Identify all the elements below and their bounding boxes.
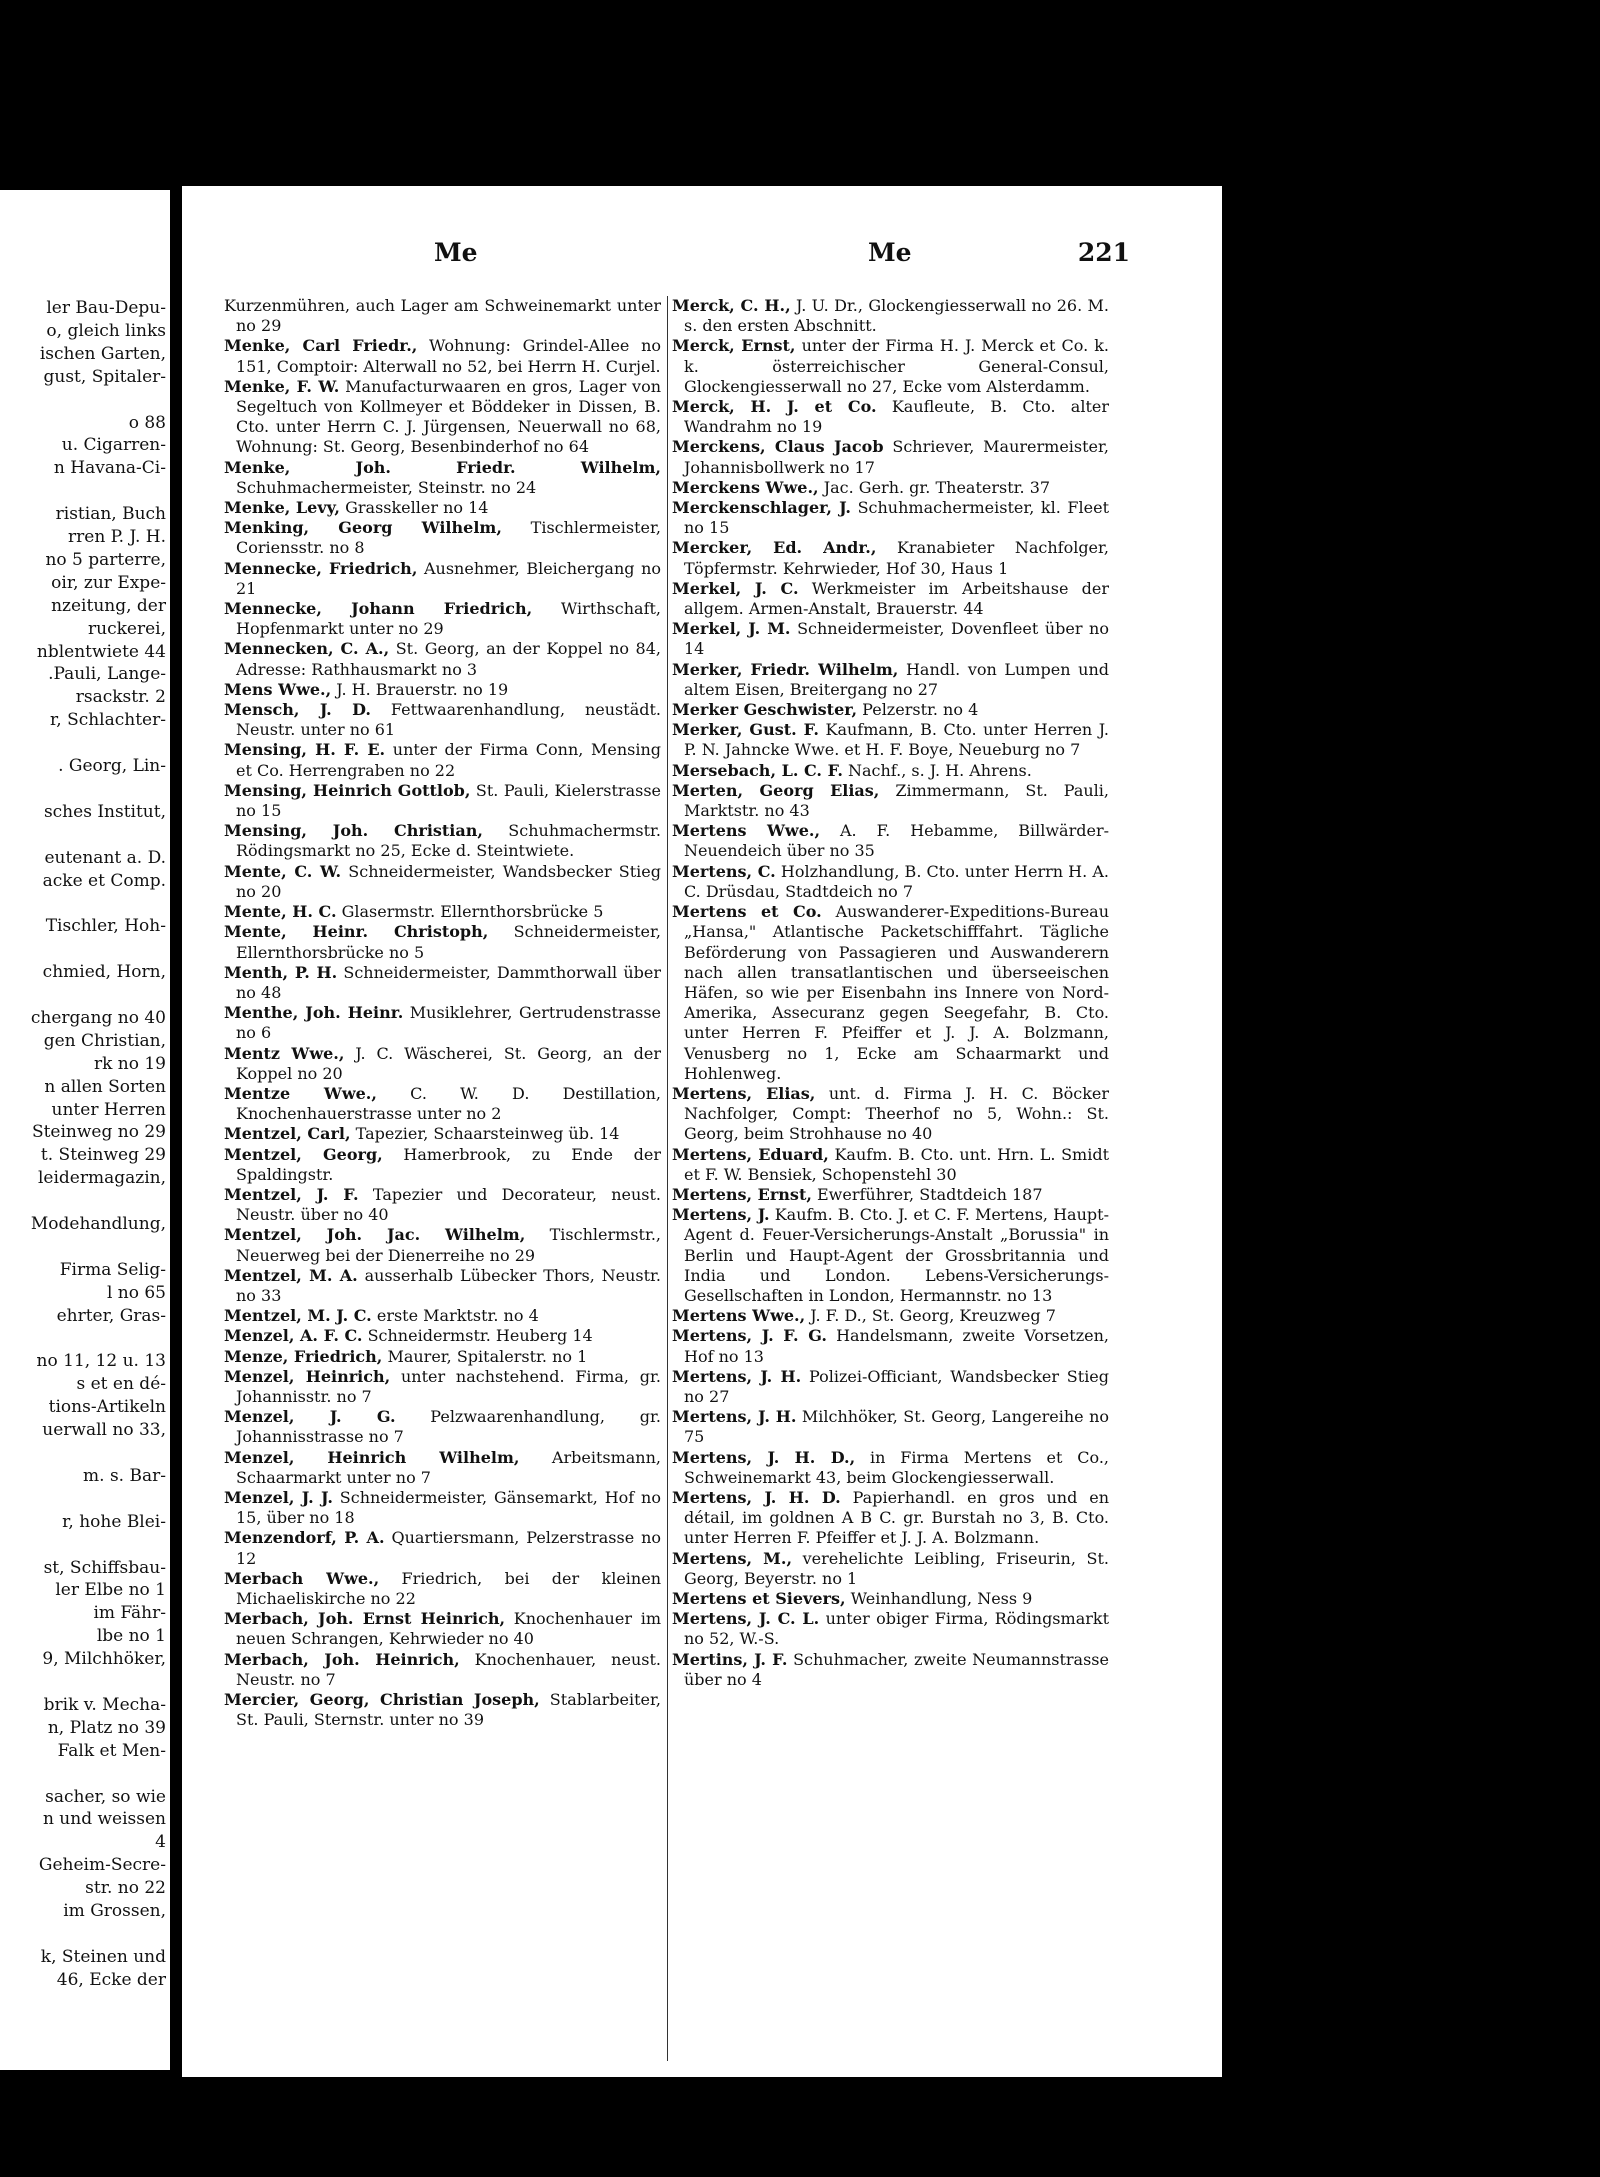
directory-entry — [224, 1448, 661, 1488]
entry-name: Merten, Georg Elias, — [672, 780, 880, 800]
entry-name: Mertens, J. F. G. — [672, 1326, 827, 1346]
entry-name: Mertens et Sievers, — [672, 1589, 846, 1608]
entry-text: Tischlermeister, Coriensstr. no 8 — [236, 518, 661, 558]
entry-text: Ewerführer, Stadtdeich 187 — [817, 1184, 1043, 1204]
entry-name: Mercker, Ed. Andr., — [672, 538, 877, 558]
left-page-fragment: r, hohe Blei- — [62, 1511, 166, 1532]
directory-entry — [224, 862, 661, 902]
entry-text: Knochenhauer im neuen Schrangen, Kehrwieder no 40 — [236, 1609, 661, 1649]
left-page-fragment: u. Cigarren- — [61, 435, 166, 456]
entry-name: Menzel, A. F. C. — [224, 1326, 363, 1346]
directory-entry — [672, 781, 1109, 821]
directory-entry — [672, 1084, 1109, 1145]
entry-name: Mentzel, M. J. C. — [224, 1306, 372, 1326]
left-page-fragment: Modehandlung, — [30, 1214, 166, 1234]
directory-entry — [224, 518, 661, 558]
entry-name: Mertens, J. H. D. — [672, 1487, 841, 1507]
directory-entry — [672, 498, 1109, 538]
directory-entry — [672, 1326, 1109, 1366]
directory-entry — [224, 559, 661, 599]
left-page-fragment: chergang no 40 — [30, 1007, 166, 1028]
entry-name: Mentzel, J. F. — [224, 1184, 359, 1204]
left-page-fragment: chmied, Horn, — [42, 962, 166, 983]
entry-name: Mersebach, L. C. F. — [672, 760, 843, 780]
entry-name: Menke, Joh. Friedr. Wilhelm, — [224, 457, 661, 477]
entry-name: Mentzel, Georg, — [224, 1144, 383, 1164]
entry-name: Menke, Levy, — [224, 498, 340, 518]
left-page-edge — [0, 190, 170, 2070]
entry-name: Menthe, Joh. Heinr. — [224, 1003, 404, 1023]
entry-text: St. Georg, an der Koppel no 84, Adresse: Rathhausmarkt no 3 — [236, 639, 661, 679]
directory-entry — [224, 902, 661, 922]
left-page-fragment: nzeitung, der — [51, 595, 166, 616]
directory-entry — [224, 821, 661, 861]
directory-entry — [672, 478, 1109, 498]
entry-text: Schuhmachermeister, kl. Fleet no 15 — [684, 498, 1109, 538]
directory-entry — [672, 619, 1109, 659]
entry-name: Merbach, Joh. Heinrich, — [224, 1649, 460, 1669]
directory-entry — [672, 1145, 1109, 1185]
entry-text: Friedrich, bei der kleinen Michaeliskirche no 22 — [236, 1568, 661, 1608]
directory-entry — [672, 1549, 1109, 1589]
entry-name: Merker, Friedr. Wilhelm, — [672, 659, 899, 679]
directory-entry — [224, 1488, 661, 1528]
left-page-fragment: s et en dé- — [76, 1374, 166, 1395]
left-page-fragment: . Georg, Lin- — [58, 756, 166, 776]
directory-entry — [224, 1266, 661, 1306]
directory-entry — [224, 1003, 661, 1043]
entry-text: Stablarbeiter, St. Pauli, Sternstr. unter no 39 — [236, 1690, 661, 1730]
directory-entry — [224, 781, 661, 821]
left-page-fragment: st, Schiffsbau- — [43, 1557, 166, 1578]
entry-name: Mentz Wwe., — [224, 1043, 345, 1063]
entry-text: Schneidermeister, Wandsbecker Stieg no 20 — [236, 861, 661, 901]
entry-name: Merker, Gust. F. — [672, 720, 819, 740]
entry-name: Mertens et Co. — [672, 902, 822, 922]
directory-entry — [672, 1589, 1109, 1609]
entry-name: Menke, Carl Friedr., — [224, 336, 418, 356]
left-page-fragment: gen Christian, — [43, 1030, 166, 1051]
entry-name: Mertins, J. F. — [672, 1649, 788, 1669]
directory-entry — [224, 1326, 661, 1346]
directory-entry — [224, 599, 661, 639]
entry-name: Mensing, Joh. Christian, — [224, 821, 483, 841]
directory-entry — [672, 1448, 1109, 1488]
directory-entry — [672, 1488, 1109, 1549]
entry-text: Polizei-Officiant, Wandsbecker Stieg no 27 — [684, 1366, 1109, 1406]
entry-name: Menzel, J. G. — [224, 1407, 396, 1427]
left-page-fragment: ruckerei, — [88, 618, 166, 639]
entry-name: Mens Wwe., — [224, 679, 332, 699]
entry-text: Schneidermeister, Dammthorwall über no 48 — [236, 962, 661, 1002]
entry-name: Merckens Wwe., — [672, 477, 819, 497]
directory-entry — [224, 1407, 661, 1447]
entry-text: Milchhöker, St. Georg, Langereihe no 75 — [684, 1407, 1109, 1447]
entry-name: Mertens, J. C. L. — [672, 1609, 820, 1629]
left-page-fragment: im Fähr- — [93, 1603, 166, 1624]
entry-text: Knochenhauer, neust. Neustr. no 7 — [236, 1649, 661, 1689]
entry-text: C. W. D. Destillation, Knochenhauerstrasse unter no 2 — [236, 1083, 661, 1124]
entry-name: Mertens, C. — [672, 861, 776, 881]
directory-entry — [672, 336, 1109, 397]
left-page-fragment: eutenant a. D. — [44, 847, 166, 868]
running-head-center: Me — [868, 238, 912, 267]
left-page-fragment: nblentwiete 44 — [36, 641, 166, 662]
entry-text: Nachf., s. J. H. Ahrens. — [847, 760, 1032, 780]
entry-name: Mennecke, Johann Friedrich, — [224, 599, 533, 619]
entry-name: Mente, H. C. — [224, 902, 337, 922]
entry-text: St. Pauli, Kielerstrasse no 15 — [236, 780, 661, 821]
entry-name: Merkel, J. M. — [672, 619, 791, 639]
directory-entry — [224, 1347, 661, 1367]
entry-text: Auswanderer-Expeditions-Bureau „Hansa," Atlantische Packetschifffahrt. Tägliche Beförderung von Passagieren und Auswanderern nach allen transatlantischen und überseeischen Häfen, so wie per Eisenbahn ins Innere von Nord-Amerika, Assecuranz gegen Seegefahr, B. Cto. unter Herren F. Pfeiffer et J. J. A. Bolzmann, Venusberg no 1, Ecke am Schaarmarkt und Hohlenweg. — [684, 902, 1109, 1083]
entry-name: Merbach, Joh. Ernst Heinrich, — [224, 1609, 506, 1629]
entry-name: Mente, Heinr. Christoph, — [224, 922, 489, 942]
entry-name: Menzel, J. J. — [224, 1487, 333, 1507]
left-page-fragment: n, Platz no 39 — [47, 1717, 166, 1738]
directory-entry — [672, 1185, 1109, 1205]
left-page-fragment: rren P. J. H. — [68, 527, 166, 547]
directory-entry — [672, 902, 1109, 1084]
left-page-fragment: ristian, Buch — [55, 504, 166, 525]
entry-text: Schneidermeister, Gänsemarkt, Hof no 15, über no 18 — [236, 1487, 661, 1528]
left-page-fragment: no 5 parterre, — [45, 549, 166, 570]
entry-text: Tischlermstr., Neuerweg bei der Dienerreihe no 29 — [236, 1225, 661, 1265]
entry-text: unter der Firma Conn, Mensing et Co. Herrengraben no 22 — [236, 740, 661, 780]
left-page-fragment: ischen Garten, — [39, 343, 166, 364]
entry-text: Manufacturwaaren en gros, Lager von Segeltuch von Kollmeyer et Böddeker in Dissen, B. Cto. unter Herrn C. J. Jürgensen, Neuerwall no 68, Wohnung: St. Georg, Besenbinderhof no 64 — [236, 376, 661, 457]
entry-name: Mertens, Ernst, — [672, 1184, 812, 1204]
entry-text: Schneidermeister, Ellernthorsbrücke no 5 — [236, 922, 661, 962]
directory-entry — [672, 720, 1109, 760]
entry-text: Pelzwaarenhandlung, gr. Johannisstrasse no 7 — [236, 1407, 661, 1447]
left-page-fragment: oir, zur Expe- — [51, 572, 166, 593]
left-page-fragment: leidermagazin, — [37, 1168, 166, 1189]
entry-text: Kaufm. B. Cto. unt. Hrn. L. Smidt et F. W. Bensiek, Schopenstehl 30 — [684, 1144, 1109, 1184]
entry-name: Mennecken, C. A., — [224, 639, 390, 659]
entry-text: Fettwaarenhandlung, neustädt. Neustr. unter no 61 — [236, 700, 661, 740]
left-page-fragment: im Grossen, — [63, 1901, 166, 1921]
directory-entry — [224, 1124, 661, 1144]
entry-name: Merckens, Claus Jacob — [672, 437, 884, 457]
right-column — [672, 296, 1109, 1690]
entry-text: Holzhandlung, B. Cto. unter Herrn H. A. C. Drüsdau, Stadtdeich no 7 — [684, 861, 1109, 901]
directory-entry — [224, 458, 661, 498]
directory-entry — [224, 1690, 661, 1730]
entry-text: Kaufleute, B. Cto. alter Wandrahm no 19 — [684, 397, 1109, 437]
entry-text: Glasermstr. Ellernthorsbrücke 5 — [341, 902, 604, 922]
running-head-left: Me — [434, 238, 478, 267]
entry-name: Mentzel, Carl, — [224, 1124, 351, 1144]
directory-entry — [224, 963, 661, 1003]
entry-name: Merck, Ernst, — [672, 336, 796, 356]
directory-entry — [224, 1044, 661, 1084]
entry-name: Mente, C. W. — [224, 861, 342, 881]
entry-text: Tapezier, Schaarsteinweg üb. 14 — [355, 1124, 620, 1144]
directory-entry — [672, 862, 1109, 902]
left-page-fragment: n Havana-Ci- — [53, 458, 166, 479]
entry-text: unter nachstehend. Firma, gr. Johannisstr. no 7 — [236, 1366, 661, 1406]
entry-text: Kaufmann, B. Cto. unter Herren J. P. N. Jahncke Wwe. et H. F. Boye, Neueburg no 7 — [684, 720, 1109, 760]
left-page-fragment: sches Institut, — [43, 801, 166, 822]
left-page-fragment: sacher, so wie — [45, 1786, 166, 1807]
entry-name: Mennecke, Friedrich, — [224, 558, 418, 578]
entry-text: Ausnehmer, Bleichergang no 21 — [236, 558, 661, 598]
directory-entry — [672, 1650, 1109, 1690]
left-page-fragment: str. no 22 — [85, 1878, 166, 1899]
entry-text: Quartiersmann, Pelzerstrasse no 12 — [236, 1528, 661, 1568]
directory-entry — [224, 1145, 661, 1185]
entry-name: Merker Geschwister, — [672, 700, 858, 720]
directory-entry — [224, 1367, 661, 1407]
entry-name: Mertens, J. H. — [672, 1407, 797, 1427]
entry-name: Mertens Wwe., — [672, 1306, 806, 1326]
entry-text: Arbeitsmann, Schaarmarkt unter no 7 — [236, 1447, 661, 1487]
entry-name: Menzendorf, P. A. — [224, 1528, 385, 1548]
left-page-fragment: 4 — [155, 1832, 166, 1853]
left-page-fragment: no 11, 12 u. 13 — [36, 1351, 166, 1372]
directory-entry — [224, 1185, 661, 1225]
entry-text: J. F. D., St. Georg, Kreuzweg 7 — [810, 1306, 1056, 1326]
left-page-fragment: ler Elbe no 1 — [55, 1580, 166, 1601]
directory-entry — [672, 397, 1109, 437]
entry-name: Mentze Wwe., — [224, 1083, 377, 1103]
entry-name: Menzel, Heinrich, — [224, 1366, 391, 1386]
directory-entry — [224, 1609, 661, 1649]
left-page-fragment: t. Steinweg 29 — [40, 1145, 166, 1166]
entry-text: Schuhmachermeister, Steinstr. no 24 — [236, 477, 537, 497]
entry-text: Pelzerstr. no 4 — [862, 700, 979, 720]
left-page-fragment: gust, Spitaler- — [43, 366, 166, 387]
entry-text: Hamerbrook, zu Ende der Spaldingstr. — [236, 1144, 661, 1184]
entry-name: Menth, P. H. — [224, 962, 338, 982]
entry-name: Mertens, J. H. D., — [672, 1447, 856, 1467]
left-page-fragment: acke et Comp. — [42, 870, 166, 891]
left-page-fragment: Geheim-Secre- — [38, 1855, 166, 1876]
directory-entry — [224, 336, 661, 376]
entry-text: Maurer, Spitalerstr. no 1 — [387, 1346, 588, 1366]
left-page-fragment: n allen Sorten — [44, 1076, 166, 1097]
entry-text: J. C. Wäscherei, St. Georg, an der Koppel no 20 — [236, 1043, 661, 1083]
entry-name: Mertens Wwe., — [672, 821, 821, 841]
entry-name: Menke, F. W. — [224, 376, 340, 396]
directory-entry — [672, 660, 1109, 700]
left-page-fragment: k, Steinen und — [40, 1946, 166, 1967]
entry-text: Zimmermann, St. Pauli, Marktstr. no 43 — [684, 780, 1109, 821]
entry-text: unter obiger Firma, Rödingsmarkt no 52, W.-S. — [684, 1609, 1109, 1649]
directory-entry — [672, 1407, 1109, 1447]
entry-name: Merck, C. H., — [672, 296, 791, 315]
entry-text: A. F. Hebamme, Billwärder-Neuendeich über no 35 — [684, 821, 1109, 861]
left-page-fragment: Firma Selig- — [59, 1259, 166, 1280]
entry-name: Merck, H. J. et Co. — [672, 397, 877, 417]
entry-name: Menking, Georg Wilhelm, — [224, 518, 502, 538]
entry-text: Papierhandl. en gros und en détail, im goldnen A B C. gr. Burstah no 3, B. Cto. unter Herren F. Pfeiffer et J. J. A. Bolzmann. — [684, 1487, 1109, 1548]
entry-name: Mensch, J. D. — [224, 700, 371, 720]
entry-text: verehelichte Leibling, Friseurin, St. Georg, Beyerstr. no 1 — [684, 1548, 1109, 1588]
entry-text: Tapezier und Decorateur, neust. Neustr. über no 40 — [236, 1184, 661, 1225]
directory-entry — [672, 761, 1109, 781]
entry-name: Mertens, M., — [672, 1548, 793, 1568]
left-page-fragment: ehrter, Gras- — [56, 1305, 166, 1326]
entry-name: Merkel, J. C. — [672, 578, 799, 598]
directory-entry — [224, 700, 661, 740]
entry-text: Kaufm. B. Cto. J. et C. F. Mertens, Haupt-Agent d. Feuer-Versicherungs-Anstalt „Borussia" in Berlin und Haupt-Agent der Grossbritannia und India und London. Lebens-Versicherungs-Gesellschaften in London, Hermannstr. no 13 — [684, 1205, 1109, 1305]
directory-entry — [672, 579, 1109, 619]
entry-text: Kranabieter Nachfolger, Töpfermstr. Kehrwieder, Hof 30, Haus 1 — [684, 538, 1109, 578]
entry-name: Mertens, J. — [672, 1205, 770, 1225]
entry-name: Mertens, Elias, — [672, 1083, 816, 1103]
entry-text: Schuhmachermstr. Rödingsmarkt no 25, Ecke d. Steintwiete. — [236, 821, 661, 861]
entry-text: Schuhmacher, zweite Neumannstrasse über no 4 — [684, 1649, 1109, 1689]
left-page-fragment: Falk et Men- — [57, 1740, 166, 1761]
directory-entry — [224, 1569, 661, 1609]
entry-name: Mercier, Georg, Christian Joseph, — [224, 1690, 540, 1710]
directory-entry — [672, 1367, 1109, 1407]
entry-text: unt. d. Firma J. H. C. Böcker Nachfolger, Compt: Theerhof no 5, Wohn.: St. Georg, beim Strohhause no 40 — [684, 1083, 1109, 1144]
directory-entry — [224, 740, 661, 780]
left-page-fragment: brik v. Mecha- — [43, 1694, 166, 1715]
directory-entry — [224, 1084, 661, 1124]
left-page-fragment: lbe no 1 — [96, 1626, 166, 1647]
entry-text: J. H. Brauerstr. no 19 — [336, 679, 509, 699]
left-page-fragment: tions-Artikeln — [48, 1397, 166, 1418]
directory-entry — [672, 1306, 1109, 1326]
entry-text: Handelsmann, zweite Vorsetzen, Hof no 13 — [684, 1326, 1109, 1366]
directory-entry — [672, 1205, 1109, 1306]
directory-entry — [672, 821, 1109, 861]
left-page-fragment: .Pauli, Lange- — [48, 664, 166, 685]
directory-entry — [224, 1306, 661, 1326]
directory-entry — [224, 639, 661, 679]
entry-name: Mensing, Heinrich Gottlob, — [224, 780, 471, 800]
left-column — [224, 296, 661, 1730]
directory-entry — [672, 700, 1109, 720]
entry-text: Handl. von Lumpen und altem Eisen, Breitergang no 27 — [684, 659, 1109, 699]
left-page-fragment: r, Schlachter- — [50, 710, 166, 731]
directory-entry — [224, 1225, 661, 1265]
entry-text: Weinhandlung, Ness 9 — [850, 1589, 1033, 1608]
directory-entry — [672, 296, 1109, 336]
left-page-fragment: 9, Milchhöker, — [42, 1649, 166, 1670]
entry-name: Mentzel, Joh. Jac. Wilhelm, — [224, 1225, 526, 1245]
directory-entry — [672, 1609, 1109, 1649]
entry-text: Werkmeister im Arbeitshause der allgem. Armen-Anstalt, Brauerstr. 44 — [684, 578, 1109, 619]
left-page-fragment: rsackstr. 2 — [75, 687, 166, 708]
entry-text: erste Marktstr. no 4 — [376, 1306, 539, 1326]
left-page-fragment: ler Bau-Depu- — [46, 298, 166, 318]
directory-entry — [224, 1528, 661, 1568]
directory-entry — [672, 437, 1109, 477]
directory-entry — [224, 377, 661, 458]
entry-text: Musiklehrer, Gertrudenstrasse no 6 — [236, 1003, 661, 1043]
entry-text: J. U. Dr., Glockengiesserwall no 26. M. s. den ersten Abschnitt. — [684, 296, 1109, 336]
left-page-fragment: Steinweg no 29 — [31, 1122, 166, 1143]
entry-text: Wirthschaft, Hopfenmarkt unter no 29 — [236, 599, 661, 639]
entry-name: Menze, Friedrich, — [224, 1346, 383, 1366]
entry-text: Schneidermeister, Dovenfleet über no 14 — [684, 619, 1109, 659]
entry-text: Schriever, Maurermeister, Johannisbollwerk no 17 — [684, 437, 1109, 477]
entry-text: unter der Firma H. J. Merck et Co. k. k. österreichischer General-Consul, Glockengiesserwall no 27, Ecke vom Alsterdamm. — [684, 336, 1109, 396]
left-page-fragment: rk no 19 — [93, 1053, 166, 1074]
left-page-fragment: o, gleich links — [46, 320, 166, 341]
entry-text: in Firma Mertens et Co., Schweinemarkt 43, beim Glockengiesserwall. — [684, 1447, 1109, 1487]
entry-name: Merbach Wwe., — [224, 1568, 380, 1588]
directory-entry — [224, 296, 661, 336]
left-page-fragment: unter Herren — [51, 1099, 166, 1120]
entry-text: Wohnung: Grindel-Allee no 151, Comptoir: Alterwall no 52, bei Herrn H. Curjel. — [236, 336, 661, 376]
entry-name: Menzel, Heinrich Wilhelm, — [224, 1447, 520, 1467]
left-page-fragment: 46, Ecke der — [56, 1969, 166, 1990]
entry-name: Mentzel, M. A. — [224, 1265, 358, 1285]
directory-page — [182, 186, 1222, 2077]
entry-text: Kurzenmühren, auch Lager am Schweinemarkt unter no 29 — [224, 296, 661, 336]
entry-name: Mertens, J. H. — [672, 1366, 802, 1386]
entry-text: Schneidermstr. Heuberg 14 — [367, 1326, 593, 1346]
directory-entry — [672, 538, 1109, 578]
page-number: 221 — [1077, 238, 1130, 267]
directory-entry — [224, 498, 661, 518]
left-page-fragment: o 88 — [128, 412, 166, 433]
entry-text: ausserhalb Lübecker Thors, Neustr. no 33 — [236, 1265, 661, 1305]
entry-text: Grasskeller no 14 — [345, 498, 489, 518]
column-divider — [667, 296, 668, 2061]
entry-name: Mertens, Eduard, — [672, 1144, 829, 1164]
entry-name: Merckenschlager, J. — [672, 498, 851, 518]
left-page-fragment: uerwall no 33, — [42, 1420, 166, 1441]
left-page-fragment: l no 65 — [106, 1282, 166, 1303]
directory-entry — [224, 1650, 661, 1690]
entry-text: Jac. Gerh. gr. Theaterstr. 37 — [823, 477, 1051, 497]
directory-entry — [224, 922, 661, 962]
left-page-fragment: n und weissen — [42, 1809, 166, 1830]
directory-entry — [224, 680, 661, 700]
left-page-fragment: Tischler, Hoh- — [45, 916, 166, 937]
left-page-fragment: m. s. Bar- — [83, 1465, 166, 1486]
entry-name: Mensing, H. F. E. — [224, 740, 386, 760]
